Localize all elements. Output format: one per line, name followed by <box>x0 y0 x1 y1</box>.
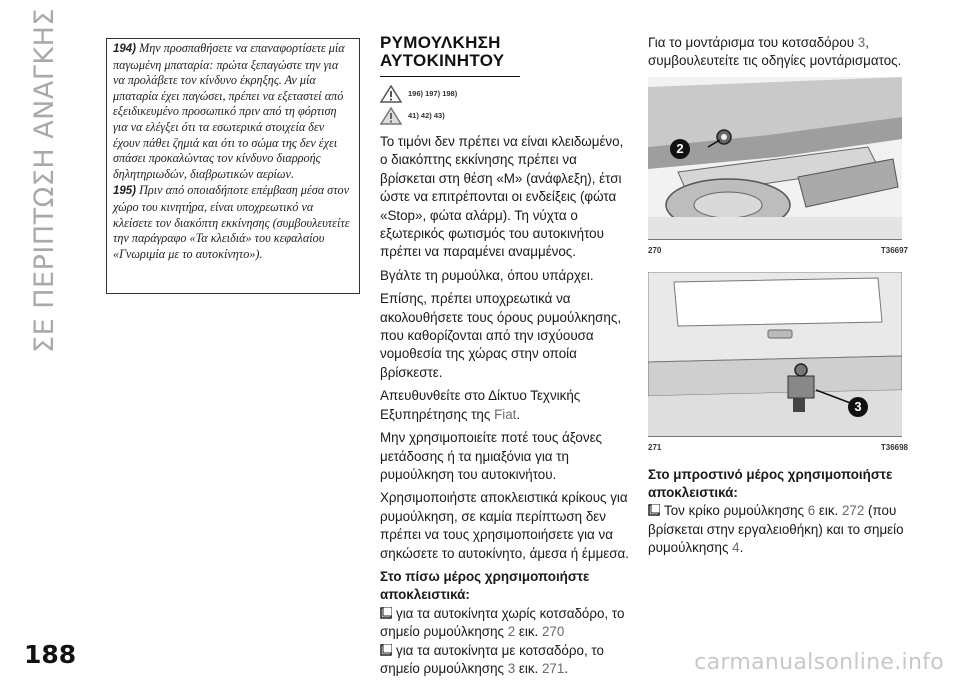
rear-heading: Στο πίσω μέρος χρησιμοποιήστε αποκλειστικά: <box>380 568 590 603</box>
title-rule <box>380 76 520 77</box>
para-axles: Μην χρησιμοποιείτε ποτέ τους άξονες μετάδοσης ή τα ημιαξόνια για τη ρυμούλκηση του αυτοκινήτου. <box>380 430 602 482</box>
figure-270-caption: 270 T36697 <box>648 245 908 255</box>
callout-3: 3 <box>848 397 868 417</box>
front-item: Τον κρίκο ρυμούλκησης 6 εικ. 272 (που βρίσκεται στην εργαλειοθήκη) και το σημείο ρυμούλκησης 4. <box>648 503 904 556</box>
towing-section <box>380 34 630 683</box>
page-number: 188 <box>24 640 77 669</box>
section-title: ΡΥΜΟΥΛΚΗΣΗ ΑΥΤΟΚΙΝΗΤΟΥ <box>380 33 505 70</box>
rear-item-2: για τα αυτοκίνητα με κοτσαδόρο, το σημείο ρυμούλκησης 3 εικ. 271. <box>380 642 604 676</box>
callout-2: 2 <box>670 139 690 159</box>
caution-triangle-icon <box>380 107 402 125</box>
warning-triangle-icon <box>380 85 402 103</box>
notes-box <box>106 38 360 294</box>
figure-270 <box>648 77 908 260</box>
checkbox-bullet-icon <box>380 644 392 656</box>
warning-refs-2: 41) 42) 43) <box>380 105 630 127</box>
front-heading: Στο μπροστινό μέρος χρησιμοποιήστε αποκλειστικά: <box>648 466 893 501</box>
figure-271 <box>648 272 908 457</box>
chapter-side-title: ΣΕ ΠΕΡΙΠΤΩΣΗ ΑΝΑΓΚΗΣ <box>28 7 60 353</box>
para-rings: Χρησιμοποιήστε αποκλειστικά κρίκους για ρυμούλκηση, σε καμία περίπτωση δεν πρέπει να τους χρησιμοποιήσετε για να σηκώσετε το αυτοκίνητο, άμεσα ή έμμεσα. <box>380 490 630 561</box>
para-remove-hitch: Βγάλτε τη ρυμούλκα, όπου υπάρχει. <box>380 267 594 283</box>
rear-towing-point-illustration <box>648 77 902 239</box>
para-steering: Το τιμόνι δεν πρέπει να είναι κλειδωμένο, ο διακόπτης εκκίνησης πρέπει να βρίσκεται στη θέση «M» (ανάφλεξη), έτσι ώστε να επιτρέπονται οι ενδείξεις (φώτα «Stop», φώτα αλάρμ). Τη νύχτα ο εξωτερικός φωτισμός του αυτοκινήτου πρέπει να παραμένει αναμμένος. <box>380 134 624 260</box>
para-service: Απευθυνθείτε στο Δίκτυο Τεχνικής Εξυπηρέτησης της Fiat. <box>380 388 581 422</box>
watermark: carmanualsonline.info <box>694 650 944 675</box>
checkbox-bullet-icon <box>648 504 660 516</box>
figure-271-image <box>648 272 902 437</box>
warning-refs-1: 196) 197) 198) <box>380 83 630 105</box>
figure-270-image <box>648 77 902 240</box>
rear-item-1: για τα αυτοκίνητα χωρίς κοτσαδόρο, το σημείο ρυμούλκησης 2 εικ. 270 <box>380 605 625 640</box>
checkbox-bullet-icon <box>380 607 392 619</box>
right-column <box>648 34 908 563</box>
note-195: 195) Πριν από οποιαδήποτε επέμβαση μέσα στον χώρο του κινητήρα, είναι υποχρεωτικό να κλείσετε τον διακόπτη εκκίνησης (συμβουλευτείτε την παράγραφο «Τα κλειδιά» του κεφαλαίου «Γνωριμία με το αυτοκίνητο»). <box>113 183 350 261</box>
hitch-mounting-intro: Για το μοντάρισμα του κοτσαδόρου 3, συμβουλευτείτε τις οδηγίες μοντάρισματος. <box>648 35 902 69</box>
note-194: 194) Μην προσπαθήσετε να επαναφορτίσετε μία παγωμένη μπαταρία: πρώτα ξεπαγώστε την για να προλάβετε τον κίνδυνο έκρηξης. Αν μία μπαταρία έχει παγώσει, πρέπει να εξεταστεί από εξειδικευμένο προσωπικό πριν από τη φόρτιση για να ελέγξει ότι τα εσωτερικά στοιχεία δεν έχουν πάθει ζημιά και ότι το σώμα της δεν έχει σπάσει προκαλώντας τον κίνδυνο διαρροής δηλητηριωδών, διαβρωτικών αερίων. <box>113 41 345 181</box>
para-legislation: Επίσης, πρέπει υποχρεωτικά να ακολουθήσετε τους όρους ρυμούλκησης, που καθορίζονται από την ισχύουσα νομοθεσία της χώρας στην οποία βρίσκεστε. <box>380 291 622 380</box>
figure-271-caption: 271 T36698 <box>648 443 908 453</box>
